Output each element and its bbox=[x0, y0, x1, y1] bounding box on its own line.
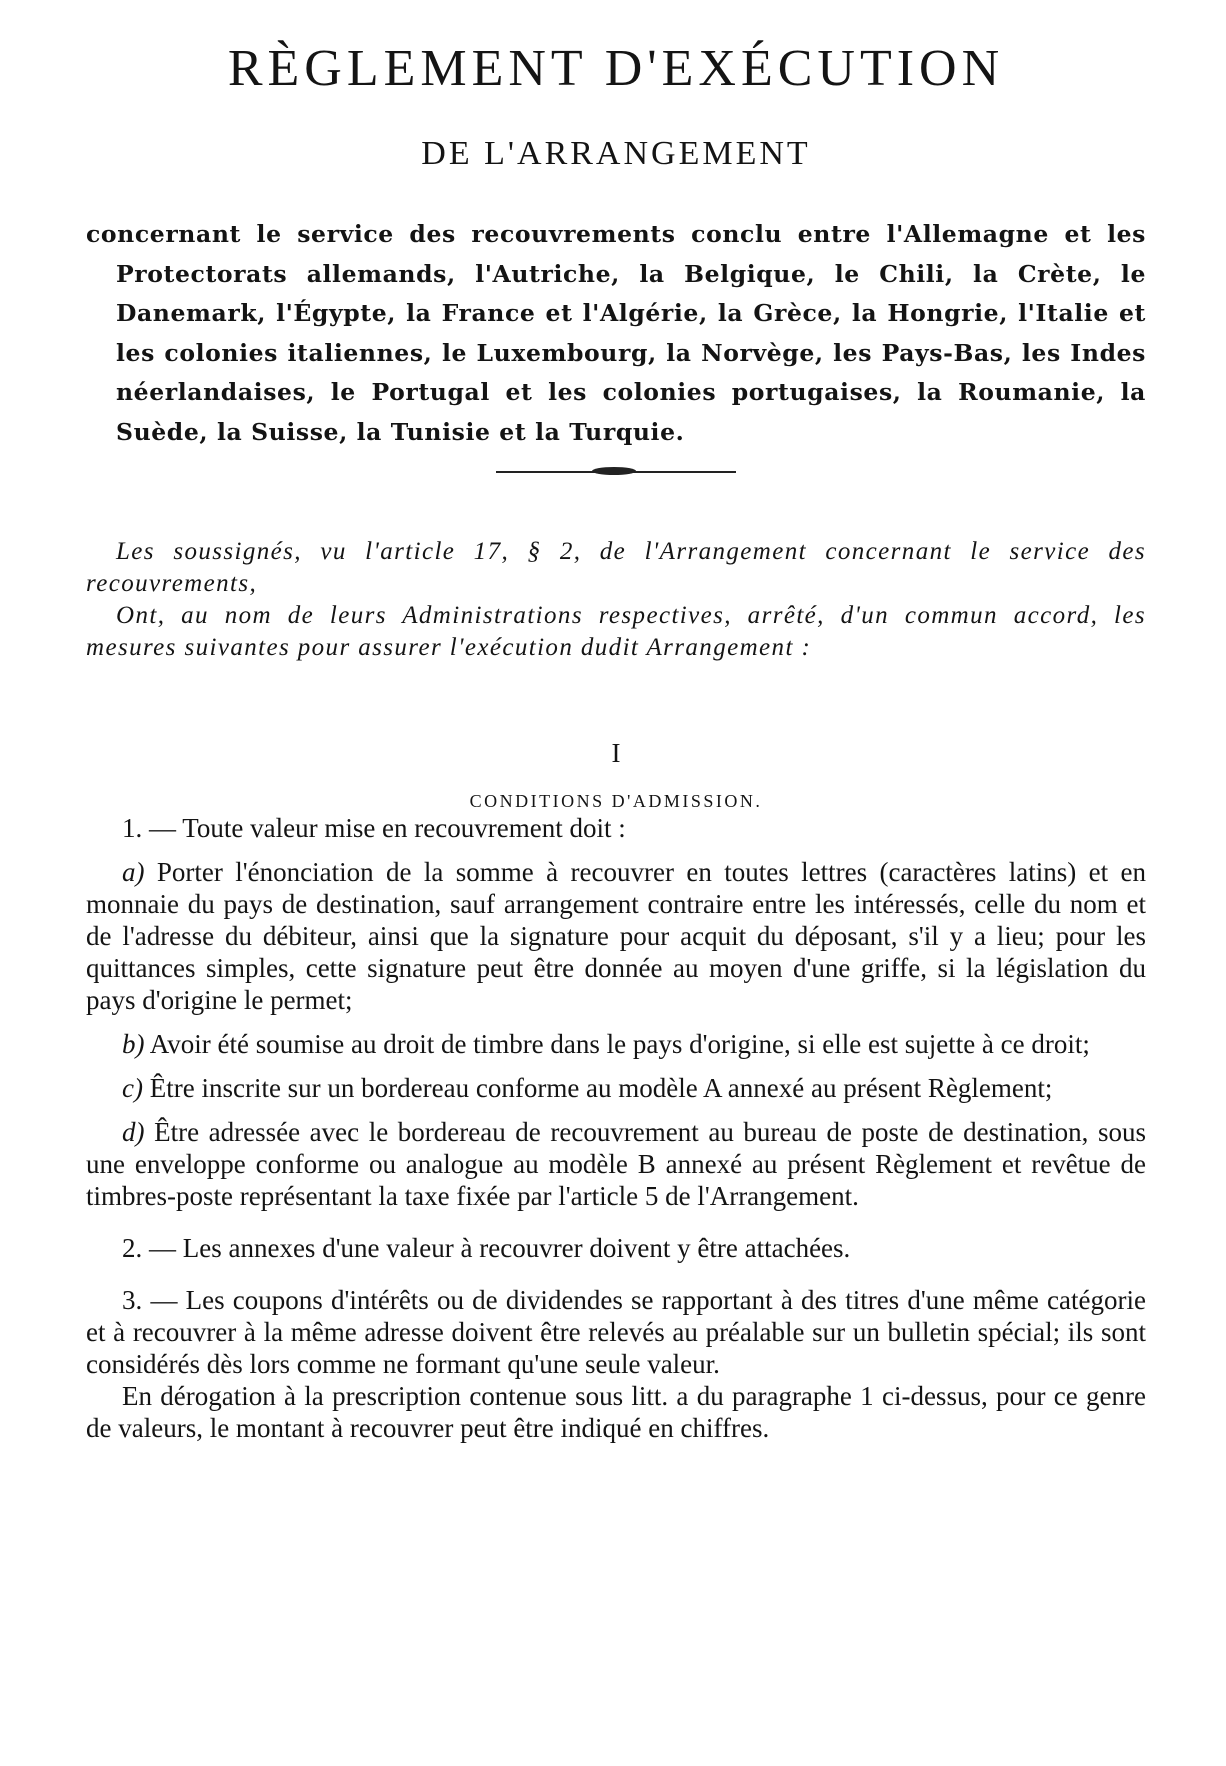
article-1-intro: 1. — Toute valeur mise en recouvrement doit : bbox=[122, 813, 626, 844]
ornamental-divider bbox=[86, 462, 1146, 482]
item-b-text: Avoir été soumise au droit de timbre dans le pays d'origine, si elle est sujette à ce droit; bbox=[149, 1029, 1090, 1060]
document-title: RÈGLEMENT D'EXÉCUTION bbox=[227, 40, 1005, 97]
preamble-line-1: Les soussignés, vu l'article 17, § 2, de l'Arrangement concernant le service des recouvrements, bbox=[86, 538, 1146, 598]
document-subtitle: DE L'ARRANGEMENT bbox=[421, 135, 811, 173]
article-3-derogation: En dérogation à la prescription contenue sous litt. a du paragraphe 1 ci-dessus, pour ce genre de valeurs, le montant à recouvrer peut être indiqué en chiffres. bbox=[86, 1381, 1146, 1444]
scope-paragraph: concernant le service des recouvrements conclu entre l'Allemagne et les Protectorats allemands, l'Autriche, la Belgique, le Chili, la Crète, le Danemark, l'Égypte, la France et l'Algérie, la Grèce, la Hongrie, l'Italie et les colonies italiennes, le Luxembourg, la Norvège, les Pays-Bas, les Indes néerlandaises, le Portugal et les colonies portugaises, la Roumanie, la Suède, la Suisse, la Tunisie et la Turquie. bbox=[86, 220, 1146, 446]
item-c-label: c) bbox=[122, 1073, 143, 1104]
section-title: CONDITIONS D'ADMISSION. bbox=[469, 791, 763, 812]
item-b-label: b) bbox=[122, 1029, 145, 1060]
item-d-label: d) bbox=[122, 1117, 145, 1148]
article-1-item-b bbox=[86, 1028, 1146, 1060]
item-d-text: Être adressée avec le bordereau de recouvrement au bureau de poste de destination, sous une enveloppe conforme ou analogue au modèle B annexé au présent Règlement et revêtue de timbres-poste représentant la taxe fixée par l'article 5 de l'Arrangement. bbox=[86, 1117, 1147, 1212]
preamble bbox=[86, 536, 1146, 664]
article-3: 3. — Les coupons d'intérêts ou de dividendes se rapportant à des titres d'une même catégorie et à recouvrer à la même adresse doivent être relevés au préalable sur un bulletin spécial; ils sont considérés dès lors comme ne formant qu'une seule valeur. bbox=[86, 1285, 1146, 1380]
articles bbox=[86, 812, 1146, 1444]
article-2: 2. — Les annexes d'une valeur à recouvrer doivent y être attachées. bbox=[122, 1233, 851, 1264]
article-1-item-a bbox=[86, 856, 1146, 1016]
article-1-item-c bbox=[86, 1072, 1146, 1104]
item-a-label: a) bbox=[122, 857, 145, 888]
item-c-text: Être inscrite sur un bordereau conforme au modèle A annexé au présent Règlement; bbox=[149, 1073, 1053, 1104]
section-number: I bbox=[611, 738, 621, 769]
item-a-text: Porter l'énonciation de la somme à recouvrer en toutes lettres (caractères latins) et en monnaie du pays de destination, sauf arrangement contraire entre les intéressés, celle du nom et de l'adresse du débiteur, ainsi que la signature pour acquit du déposant, s'il y a lieu; pour les quittances simples, cette signature peut être donnée au moyen d'une griffe, si la législation du pays d'origine le permet; bbox=[86, 857, 1146, 1016]
preamble-line-2: Ont, au nom de leurs Administrations respectives, arrêté, d'un commun accord, les mesures suivantes pour assurer l'exécution dudit Arrangement : bbox=[86, 602, 1146, 662]
article-1-item-d bbox=[86, 1116, 1146, 1212]
